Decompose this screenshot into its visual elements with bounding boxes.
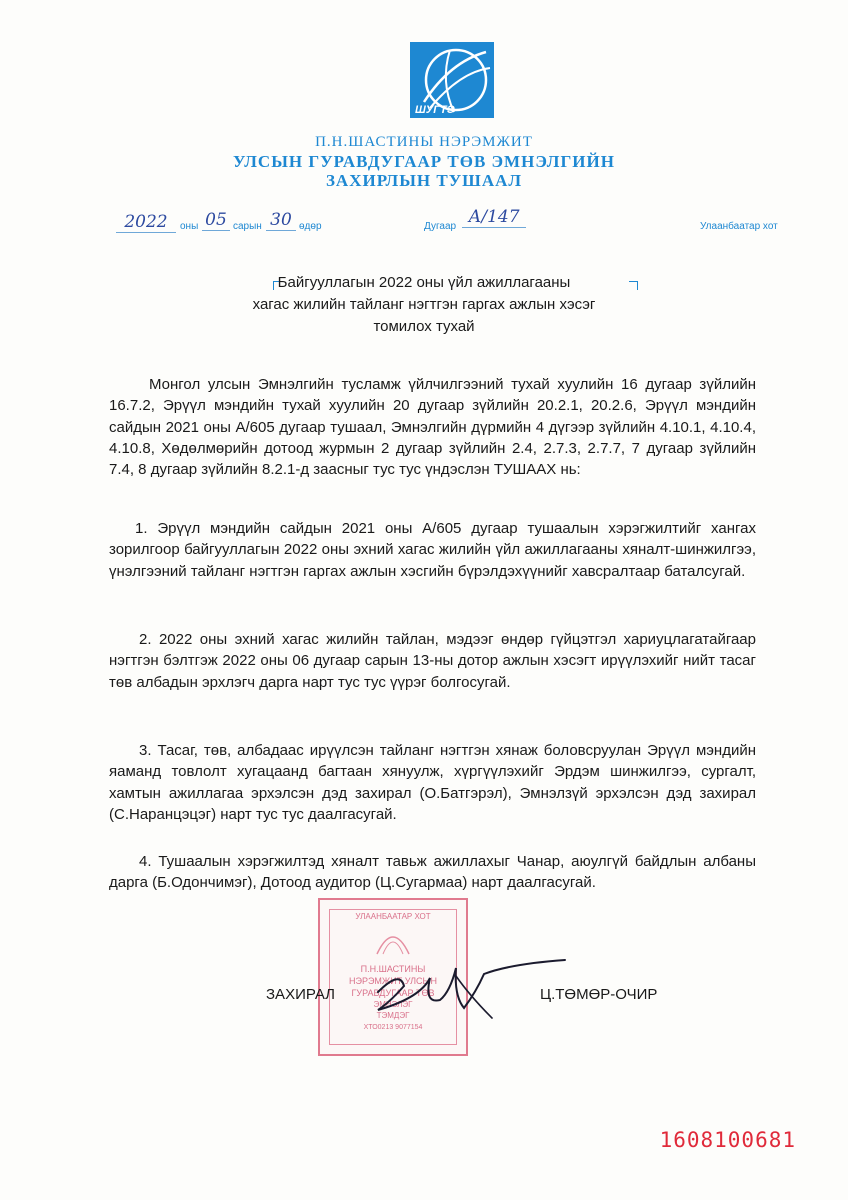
order-item-text: 2. 2022 оны эхний хагас жилийн тайлан, мэдээг өндөр гүйцэтгэл хариуцлагатайгаар нэгтгэн бэлтгэж 2022 оны 06 дугаар сарын 13-ны дотор ажлын хэсэгт ирүүлэхийг нийт тасаг төв албадын эрхлэгч дарга нарт тус тус үүрэг болгосугай. — [109, 631, 756, 691]
stamp-line-5: ТЭМДЭГ — [376, 1011, 410, 1020]
subject-line-2: хагас жилийн тайланг нэгтгэн гаргах ажлын хэсэг — [252, 296, 596, 313]
header-doc-type: ЗАХИРЛЫН ТУШААЛ — [325, 171, 523, 190]
order-item-text: 4. Тушаалын хэрэгжилтэд хяналт тавьж ажиллахыг Чанар, аюулгүй байдлын албаны дарга (Б.Одончимэг), Дотоод аудитор (Ц.Сугармаа) нарт даалгасугай. — [109, 853, 756, 892]
stamp-line-4: ЭМНЭЛЭГ — [373, 1000, 413, 1009]
order-item-text: 1. Эрүүл мэндийн сайдын 2021 оны А/605 дугаар тушаалын хэрэгжилтийг хангах зорилгоор байгууллагын 2022 оны эхний хагас жилийн үйл ажиллагааны хяналт-шинжилгээ, үнэлгээний тайланг нэгтгэн гаргах ажлын хэсгийн бүрэлдэхүүнийг хавсралтаар баталсугай. — [109, 520, 756, 580]
date-month-suffix: сарын — [233, 221, 262, 232]
organization-logo — [410, 42, 494, 118]
stamp-top-text: УЛААНБААТАР ХОТ — [355, 912, 431, 921]
subject-line-3: томилох тухай — [373, 318, 475, 335]
date-month: 05 — [202, 210, 230, 231]
date-day: 30 — [266, 210, 296, 231]
order-number: А/147 — [462, 207, 526, 228]
handwritten-signature — [360, 952, 570, 1026]
signatory-role: ЗАХИРАЛ — [266, 986, 336, 1003]
document-serial-number: 1608100681 — [659, 1128, 796, 1152]
order-item-1 — [109, 518, 756, 582]
date-year-suffix: оны — [180, 221, 199, 232]
order-item-3 — [109, 740, 756, 825]
logo-text: ШУГТЭ — [415, 104, 455, 116]
preamble-paragraph — [109, 374, 756, 480]
header-subtitle: П.Н.ШАСТИНЫ НЭРЭМЖИТ — [315, 134, 533, 150]
order-item-text: 3. Тасаг, төв, албадаас ирүүлсэн тайланг нэгтгэн хянаж боловсруулан Эрүүл мэндийн яаманд товлолт хугацаанд багтаан хянуулж, хүргүүлэхийг Эрдэм шинжилгээ, сургалт, хамтын ажиллагаа эрхэлсэн дэд захирал (О.Батгэрэл), Эмнэлзүй эрхэлсэн дэд захирал (С.Наранцэцэг) нарт тус тус даалгасугай. — [109, 742, 756, 823]
stamp-line-2: НЭРЭМЖИТ УЛСЫН — [348, 976, 437, 986]
order-item-4 — [109, 851, 756, 894]
stamp-line-1: П.Н.ШАСТИНЫ — [360, 964, 426, 974]
stamp-line-3: ГУРАВДУГААР ТӨВ — [351, 988, 435, 998]
date-day-suffix: өдөр — [299, 221, 322, 232]
city-label: Улаанбаатар хот — [700, 221, 778, 232]
order-item-2 — [109, 629, 756, 693]
header-title: УЛСЫН ГУРАВДУГААР ТӨВ ЭМНЭЛГИЙН — [233, 152, 615, 171]
order-number-label: Дугаар — [424, 221, 457, 232]
subject-line-1: Байгууллагын 2022 оны үйл ажиллагааны — [277, 274, 571, 291]
stamp-bottom-text: ХТО0213 9077154 — [363, 1024, 423, 1031]
preamble-text: Монгол улсын Эмнэлгийн тусламж үйлчилгээний тухай хуулийн 16 дугаар зүйлийн 16.7.2, Эрүүл мэндийн тухай хуулийн 20 дугаар зүйлийн 20.2.1, 20.2.6, Эрүүл мэндийн сайдын 2021 оны А/605 дугаар тушаал, Эмнэлгийн дүрмийн 4 дүгээр зүйлийн 4.10.1, 4.10.4, 4.10.8, Хөдөлмөрийн дотоод журмын 2 дугаар зүйлийн 2.4, 2.7.3, 2.7.7, 7 дугаар зүйлийн 7.4, 8 дугаар зүйлийн 8.2.1-д заасныг тус тус үндэслэн ТУШААХ нь: — [109, 376, 756, 479]
date-year: 2022 — [116, 212, 176, 233]
signatory-name: Ц.ТӨМӨР-ОЧИР — [540, 986, 658, 1003]
